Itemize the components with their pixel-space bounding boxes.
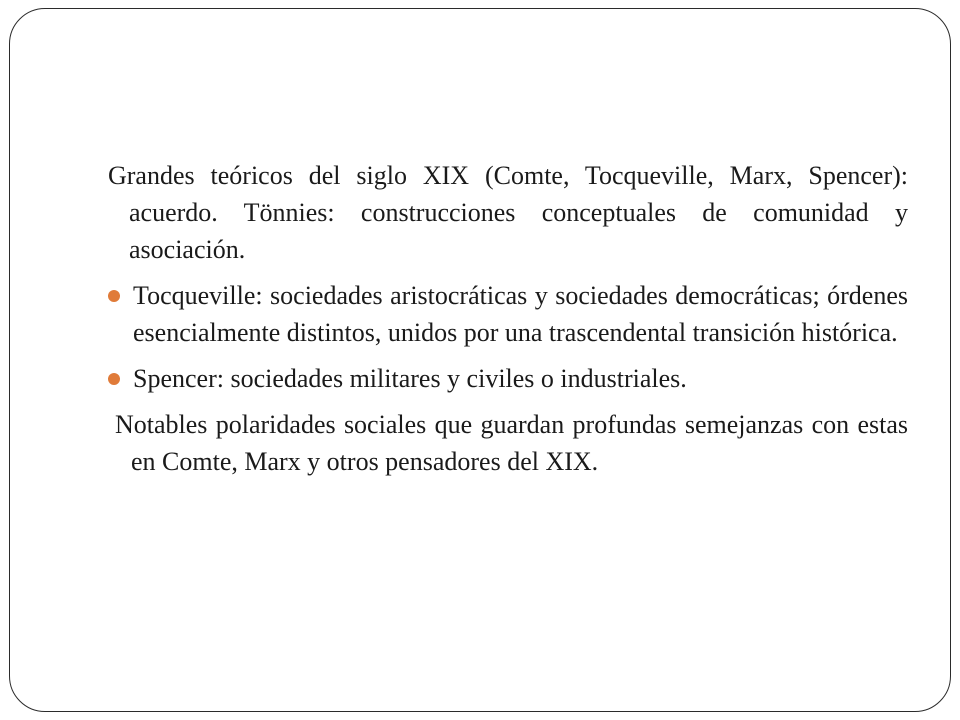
bullet-item-spencer xyxy=(108,360,908,397)
bullet-dot-icon xyxy=(108,373,120,385)
paragraph-notables-polaridades xyxy=(108,406,908,480)
bullet-dot-icon xyxy=(108,290,120,302)
slide-body xyxy=(108,157,908,480)
paragraph-text: Notables polaridades sociales que guardan profundas semejanzas con estas en Comte, Marx y otros pensadores del XIX. xyxy=(115,410,908,476)
bullet-text: Tocqueville: sociedades aristocráticas y sociedades democráticas; órdenes esencialmente distintos, unidos por una trascendental transición histórica. xyxy=(133,281,908,347)
paragraph-text: Grandes teóricos del siglo XIX (Comte, Tocqueville, Marx, Spencer): acuerdo. Tönnies: construcciones conceptuales de comunidad y asociación. xyxy=(108,161,908,264)
bullet-text: Spencer: sociedades militares y civiles o industriales. xyxy=(133,364,687,393)
bullet-item-tocqueville xyxy=(108,277,908,351)
paragraph-grandes-teoricos xyxy=(108,157,908,268)
